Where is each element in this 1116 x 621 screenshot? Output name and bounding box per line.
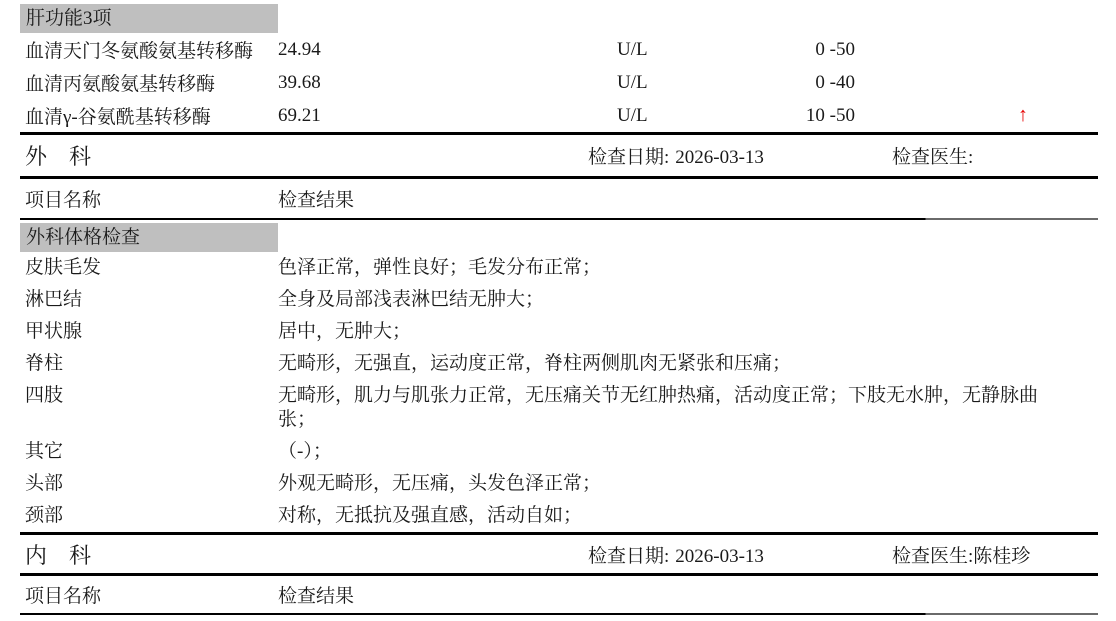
exam-doctor-value: 陈桂珍 [973, 545, 1031, 567]
surgery-section-header [0, 135, 1116, 176]
lab-item-unit: U/L [617, 71, 648, 93]
exam-item-name: 颈部 [25, 505, 64, 526]
lab-group-label: 肝功能3项 [26, 8, 112, 29]
surgery-group-header [20, 223, 278, 252]
lab-group-header [20, 4, 278, 33]
lab-item-value: 39.68 [278, 71, 321, 93]
lab-item-value: 24.94 [278, 38, 321, 60]
exam-date-value: 2026-03-13 [675, 147, 764, 168]
exam-item-name: 脊柱 [25, 353, 64, 374]
divider-thin [20, 218, 1098, 220]
exam-item-result: 对称，无抵抗及强直感，活动自如； [278, 505, 583, 526]
exam-date-value: 2026-03-13 [675, 545, 764, 567]
lab-item-range: 10 -50 [805, 104, 855, 126]
exam-item-name: 皮肤毛发 [25, 257, 102, 278]
lab-row [0, 66, 1116, 99]
surgery-section-title: 外 科 [25, 144, 92, 169]
lab-item-name: 血清γ-谷氨酰基转移酶 [25, 107, 211, 128]
exam-date-label: 检查日期: [588, 147, 670, 168]
exam-item-name: 甲状腺 [25, 321, 83, 342]
exam-row [0, 252, 1116, 284]
internal-exam-doctor [892, 541, 1116, 568]
internal-exam-date [588, 541, 892, 568]
lab-item-name: 血清丙氨酸氨基转移酶 [25, 74, 216, 95]
exam-row [0, 380, 1116, 436]
exam-date-label: 检查日期: [588, 545, 670, 567]
column-header-item-name: 项目名称 [25, 190, 102, 211]
exam-doctor-label: 检查医生: [892, 545, 974, 567]
exam-row [0, 284, 1116, 316]
surgery-group-label: 外科体格检查 [26, 227, 141, 248]
internal-section-title: 内 科 [25, 542, 92, 568]
divider-thin [20, 613, 1098, 615]
lab-item-unit: U/L [617, 104, 648, 126]
exam-item-name: 四肢 [25, 385, 64, 406]
surgery-exam-doctor [892, 142, 1116, 169]
lab-item-range: 0 -40 [815, 71, 855, 93]
column-header-result: 检查结果 [278, 586, 355, 607]
exam-item-result: 无畸形，无强直，运动度正常，脊柱两侧肌肉无紧张和压痛； [278, 353, 792, 374]
column-header-result: 检查结果 [278, 190, 355, 211]
exam-row [0, 500, 1116, 532]
exam-row [0, 348, 1116, 380]
exam-item-result: 居中，无肿大； [278, 321, 412, 342]
internal-column-headers [0, 576, 1116, 613]
lab-item-value: 69.21 [278, 104, 321, 126]
internal-section-header [0, 535, 1116, 573]
exam-item-result: （-）； [278, 441, 332, 462]
exam-item-result: 无畸形，肌力与肌张力正常，无压痛关节无红肿热痛，活动度正常；下肢无水肿，无静脉曲张； [278, 385, 1039, 430]
exam-item-name: 淋巴结 [25, 289, 83, 310]
exam-row [0, 316, 1116, 348]
surgery-column-headers [0, 179, 1116, 218]
exam-item-result: 全身及局部浅表淋巴结无肿大； [278, 289, 545, 310]
exam-item-name: 其它 [25, 441, 64, 462]
lab-item-range: 0 -50 [815, 38, 855, 60]
column-header-item-name: 项目名称 [25, 586, 102, 607]
exam-row [0, 468, 1116, 500]
exam-item-result: 色泽正常，弹性良好；毛发分布正常； [278, 257, 602, 278]
lab-item-unit: U/L [617, 38, 648, 60]
exam-item-name: 头部 [25, 473, 64, 494]
exam-item-result: 外观无畸形，无压痛，头发色泽正常； [278, 473, 602, 494]
exam-doctor-label: 检查医生: [892, 147, 974, 168]
surgery-exam-date [588, 142, 892, 169]
lab-item-name: 血清天门冬氨酸氨基转移酶 [25, 41, 254, 62]
lab-row [0, 33, 1116, 66]
high-flag-arrow-icon: ↑ [1018, 104, 1028, 126]
exam-row [0, 436, 1116, 468]
lab-row [0, 99, 1116, 132]
